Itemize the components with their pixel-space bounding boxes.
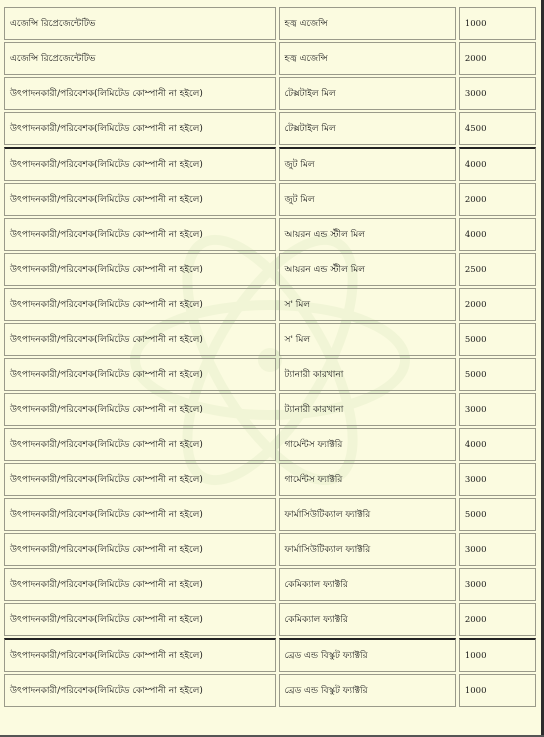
business-type-cell: কেমিক্যাল ফ্যাক্টরি [279, 568, 456, 601]
amount-cell: 3000 [459, 568, 536, 601]
business-type-cell: আয়রন এন্ড স্টীল মিল [279, 218, 456, 251]
amount-cell: 2000 [459, 42, 536, 75]
business-type-cell: ব্রেড এন্ড বিস্কুট ফ্যাক্টরি [279, 674, 456, 707]
category-cell: উৎপাদনকারী/পরিবেশক(লিমিটেড কোম্পানী না হইলে) [4, 428, 276, 461]
category-cell: উৎপাদনকারী/পরিবেশক(লিমিটেড কোম্পানী না হইলে) [4, 183, 276, 216]
fee-table-body [4, 7, 536, 707]
category-cell: উৎপাদনকারী/পরিবেশক(লিমিটেড কোম্পানী না হইলে) [4, 393, 276, 426]
category-cell: উৎপাদনকারী/পরিবেশক(লিমিটেড কোম্পানী না হইলে) [4, 674, 276, 707]
table-row [4, 603, 536, 636]
category-cell: উৎপাদনকারী/পরিবেশক(লিমিটেড কোম্পানী না হইলে) [4, 603, 276, 636]
table-row [4, 288, 536, 321]
amount-cell: 2000 [459, 288, 536, 321]
amount-cell: 2500 [459, 253, 536, 286]
amount-cell: 1000 [459, 7, 536, 40]
business-type-cell: জুট মিল [279, 183, 456, 216]
business-type-cell: ট্যানারী কারখানা [279, 358, 456, 391]
amount-cell: 3000 [459, 393, 536, 426]
amount-cell: 1000 [459, 638, 536, 672]
table-row [4, 674, 536, 707]
table-row [4, 112, 536, 145]
amount-cell: 3000 [459, 533, 536, 566]
business-type-cell: স' মিল [279, 288, 456, 321]
table-row [4, 498, 536, 531]
fee-table-container [1, 5, 539, 709]
business-type-cell: গার্মেন্টস ফ্যাক্টরি [279, 428, 456, 461]
category-cell: এজেন্সি রিপ্রেজেন্টেটিভ [4, 42, 276, 75]
table-row [4, 323, 536, 356]
table-row [4, 147, 536, 181]
amount-cell: 2000 [459, 603, 536, 636]
table-row [4, 253, 536, 286]
category-cell: উৎপাদনকারী/পরিবেশক(লিমিটেড কোম্পানী না হইলে) [4, 463, 276, 496]
amount-cell: 2000 [459, 183, 536, 216]
category-cell: উৎপাদনকারী/পরিবেশক(লিমিটেড কোম্পানী না হইলে) [4, 253, 276, 286]
business-type-cell: আয়রন এন্ড স্টীল মিল [279, 253, 456, 286]
business-type-cell: জুট মিল [279, 147, 456, 181]
amount-cell: 1000 [459, 674, 536, 707]
business-type-cell: হজ্ব এজেন্সি [279, 7, 456, 40]
category-cell: উৎপাদনকারী/পরিবেশক(লিমিটেড কোম্পানী না হইলে) [4, 112, 276, 145]
business-type-cell: গার্মেন্টস ফ্যাক্টরি [279, 463, 456, 496]
table-row [4, 568, 536, 601]
category-cell: উৎপাদনকারী/পরিবেশক(লিমিটেড কোম্পানী না হইলে) [4, 147, 276, 181]
amount-cell: 5000 [459, 323, 536, 356]
business-type-cell: ট্যানারী কারখানা [279, 393, 456, 426]
business-type-cell: ফার্মাসিউটিক্যাল ফ্যাক্টরি [279, 498, 456, 531]
amount-cell: 4500 [459, 112, 536, 145]
table-row [4, 428, 536, 461]
fee-table [1, 5, 539, 709]
amount-cell: 3000 [459, 77, 536, 110]
category-cell: উৎপাদনকারী/পরিবেশক(লিমিটেড কোম্পানী না হইলে) [4, 358, 276, 391]
table-row [4, 183, 536, 216]
category-cell: উৎপাদনকারী/পরিবেশক(লিমিটেড কোম্পানী না হইলে) [4, 568, 276, 601]
category-cell: উৎপাদনকারী/পরিবেশক(লিমিটেড কোম্পানী না হইলে) [4, 498, 276, 531]
amount-cell: 4000 [459, 218, 536, 251]
table-row [4, 638, 536, 672]
category-cell: উৎপাদনকারী/পরিবেশক(লিমিটেড কোম্পানী না হইলে) [4, 323, 276, 356]
table-row [4, 533, 536, 566]
category-cell: উৎপাদনকারী/পরিবেশক(লিমিটেড কোম্পানী না হইলে) [4, 77, 276, 110]
category-cell: উৎপাদনকারী/পরিবেশক(লিমিটেড কোম্পানী না হইলে) [4, 533, 276, 566]
amount-cell: 5000 [459, 358, 536, 391]
business-type-cell: টেক্সটাইল মিল [279, 112, 456, 145]
table-row [4, 393, 536, 426]
category-cell: উৎপাদনকারী/পরিবেশক(লিমিটেড কোম্পানী না হইলে) [4, 288, 276, 321]
amount-cell: 5000 [459, 498, 536, 531]
table-row [4, 77, 536, 110]
category-cell: এজেন্সি রিপ্রেজেন্টেটিভ [4, 7, 276, 40]
business-type-cell: হজ্ব এজেন্সি [279, 42, 456, 75]
table-row [4, 7, 536, 40]
table-row [4, 358, 536, 391]
business-type-cell: ফার্মাসিউটিক্যাল ফ্যাক্টরি [279, 533, 456, 566]
business-type-cell: স' মিল [279, 323, 456, 356]
amount-cell: 3000 [459, 463, 536, 496]
business-type-cell: টেক্সটাইল মিল [279, 77, 456, 110]
category-cell: উৎপাদনকারী/পরিবেশক(লিমিটেড কোম্পানী না হইলে) [4, 218, 276, 251]
table-row [4, 42, 536, 75]
amount-cell: 4000 [459, 147, 536, 181]
amount-cell: 4000 [459, 428, 536, 461]
business-type-cell: ব্রেড এন্ড বিস্কুট ফ্যাক্টরি [279, 638, 456, 672]
business-type-cell: কেমিক্যাল ফ্যাক্টরি [279, 603, 456, 636]
category-cell: উৎপাদনকারী/পরিবেশক(লিমিটেড কোম্পানী না হইলে) [4, 638, 276, 672]
table-row [4, 218, 536, 251]
table-row [4, 463, 536, 496]
